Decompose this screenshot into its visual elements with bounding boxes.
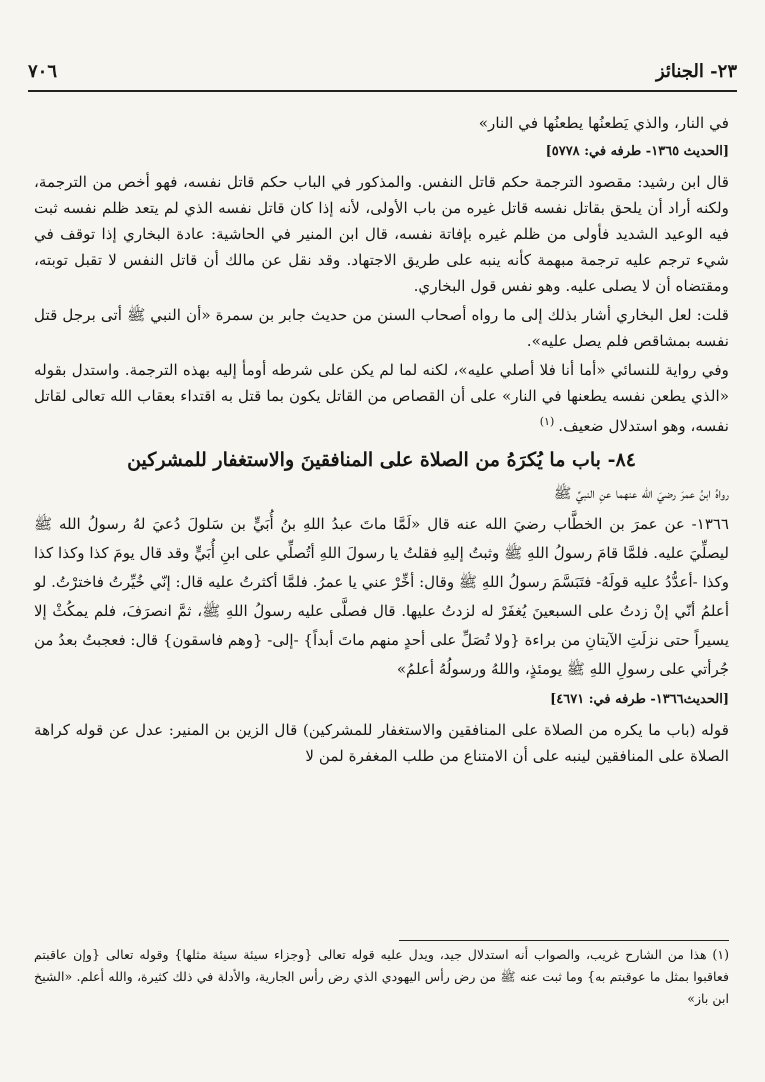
- chapter-title: ٢٣- الجنائز: [655, 60, 737, 82]
- paragraph-qultu: قلت: لعل البخاري أشار بذلك إلى ما رواه أصحاب السنن من حديث جابر بن سمرة «أن النبي ﷺ أتى برجل قتل نفسه بمشاقص فلم يصل عليه».: [34, 306, 729, 350]
- footnote: (١) هذا من الشارح غريب، والصواب أنه استدلال جيد، ويدل عليه قوله تعالى {وجزاء سيئة سيئة مثلها} وقوله تعالى {وإن عاقبتم فعاقبوا بمثل ما عوقبتم به} وما ثبت عنه ﷺ من رض رأس اليهودي الذي رض رأس الجارية، والأدلة في ذلك كثيرة، والله أعلم. «الشيخ ابن باز»: [34, 947, 729, 1006]
- footnote-marker: (١): [539, 415, 555, 428]
- footnote-rule: [399, 940, 729, 941]
- hadith-reference-1366: [الحديث١٣٦٦- طرفه في: ٤٦٧١]: [550, 692, 729, 708]
- commentary-paragraph: قوله (باب ما يكره من الصلاة على المنافقين والاستغفار للمشركين) قال الزين بن المنير: عدل عن قوله كراهة الصلاة على المنافقين لينبه على أن الامتناع من طلب المغفرة لمن لا: [34, 721, 729, 766]
- header-rule: [28, 90, 737, 92]
- hadith-1366-text: ١٣٦٦- عن عمرَ بن الخطَّاب رضيَ الله عنه قال «لَمَّا ماتَ عبدُ اللهِ بنُ أُبَيٍّ بن سَلولَ دُعيَ لهُ رسولُ الله ﷺ ليصلِّيَ عليه. فلمَّا قامَ رسولُ اللهِ ﷺ وثبتُ إليهِ فقلتُ يا رسولَ اللهِ أتُصلِّي على ابنِ أُبَيٍّ وقد قال يومَ كذا وكذا كذا وكذا -أعدُّدُ عليه قولَهُ- فتَبَسَّمَ رسولُ اللهِ ﷺ وقال: أخِّرْ عني يا عمرُ. فلمَّا أكثرتُ عليه قال: إنّي خُيِّرتُ فاخترْتُ. لو أعلمُ أنّي إنْ زدتُ على السبعينَ يُغفَرْ له لزدتُ عليها. قال فصلَّى عليه رسولُ اللهِ ﷺ، ثمَّ انصرَفَ، فلم يمكُثْ إلا يسيراً حتى نزلَتِ الآيتانِ من براءة {ولا تُصَلِّ على أحدٍ منهم ماتَ أبداً} -إلى- {وهم فاسقون} قال: فعجبتُ بعدُ من جُرأتي على رسولِ اللهِ ﷺ يومئذٍ، واللهُ ورسولُهُ أعلمُ»: [34, 515, 729, 679]
- paragraph-1: في النار، والذي يَطعنُها يطعنُها في النار»: [478, 114, 729, 132]
- paragraph-ibn-rushayd: قال ابن رشيد: مقصود الترجمة حكم قاتل النفس. والمذكور في الباب حكم قاتل نفسه، فهو أخص من الترجمة، ولكنه أراد أن يلحق بقاتل نفسه قاتل غيره من باب الأولى، لأنه إذا كان قاتل نفسه الذي لم يتعد ظلم نفسه ثبت فيه الوعيد الشديد فأولى من ظلم غيره بإفاتة نفسه، قال ابن المنير في الحاشية: عادة البخاري إذا توقف في شيء ترجم عليه ترجمة مبهمة كأنه ينبه على طريق الاجتهاد. وقد نقل عن مالك أن قاتل النفس لا تقبل توبته، ومقتضاه أن لا يصلى عليه. وهو نفس قول البخاري.: [34, 173, 729, 295]
- main-text: [34, 110, 729, 772]
- narration-chain: رواهُ ابنُ عمرَ رضيَ الله عنهما عنِ النبيِّ ﷺ: [553, 486, 729, 503]
- page-header: [28, 56, 737, 86]
- hadith-reference-1365: [الحديث ١٣٦٥- طرفه في: ٥٧٧٨]: [545, 144, 729, 159]
- page-number: ٧٠٦: [28, 60, 58, 82]
- section-heading: ٨٤- باب ما يُكرَهُ من الصلاة على المنافقينَ والاستغفار للمشركين: [127, 449, 636, 472]
- paragraph-nasai-text: وفي رواية للنسائي «أما أنا فلا أصلي عليه»، لكنه لما لم يكن على شرطه أومأ إليه بهذه الترجمة. واستدل بقوله «الذي يطعن نفسه يطعنها في النار» على أن القصاص من القاتل يكون بما قتل به اقتداء بعقاب الله تعالى لقاتل نفسه، وهو استدلال ضعيف.: [34, 361, 729, 436]
- paragraph-nasai: [34, 357, 729, 439]
